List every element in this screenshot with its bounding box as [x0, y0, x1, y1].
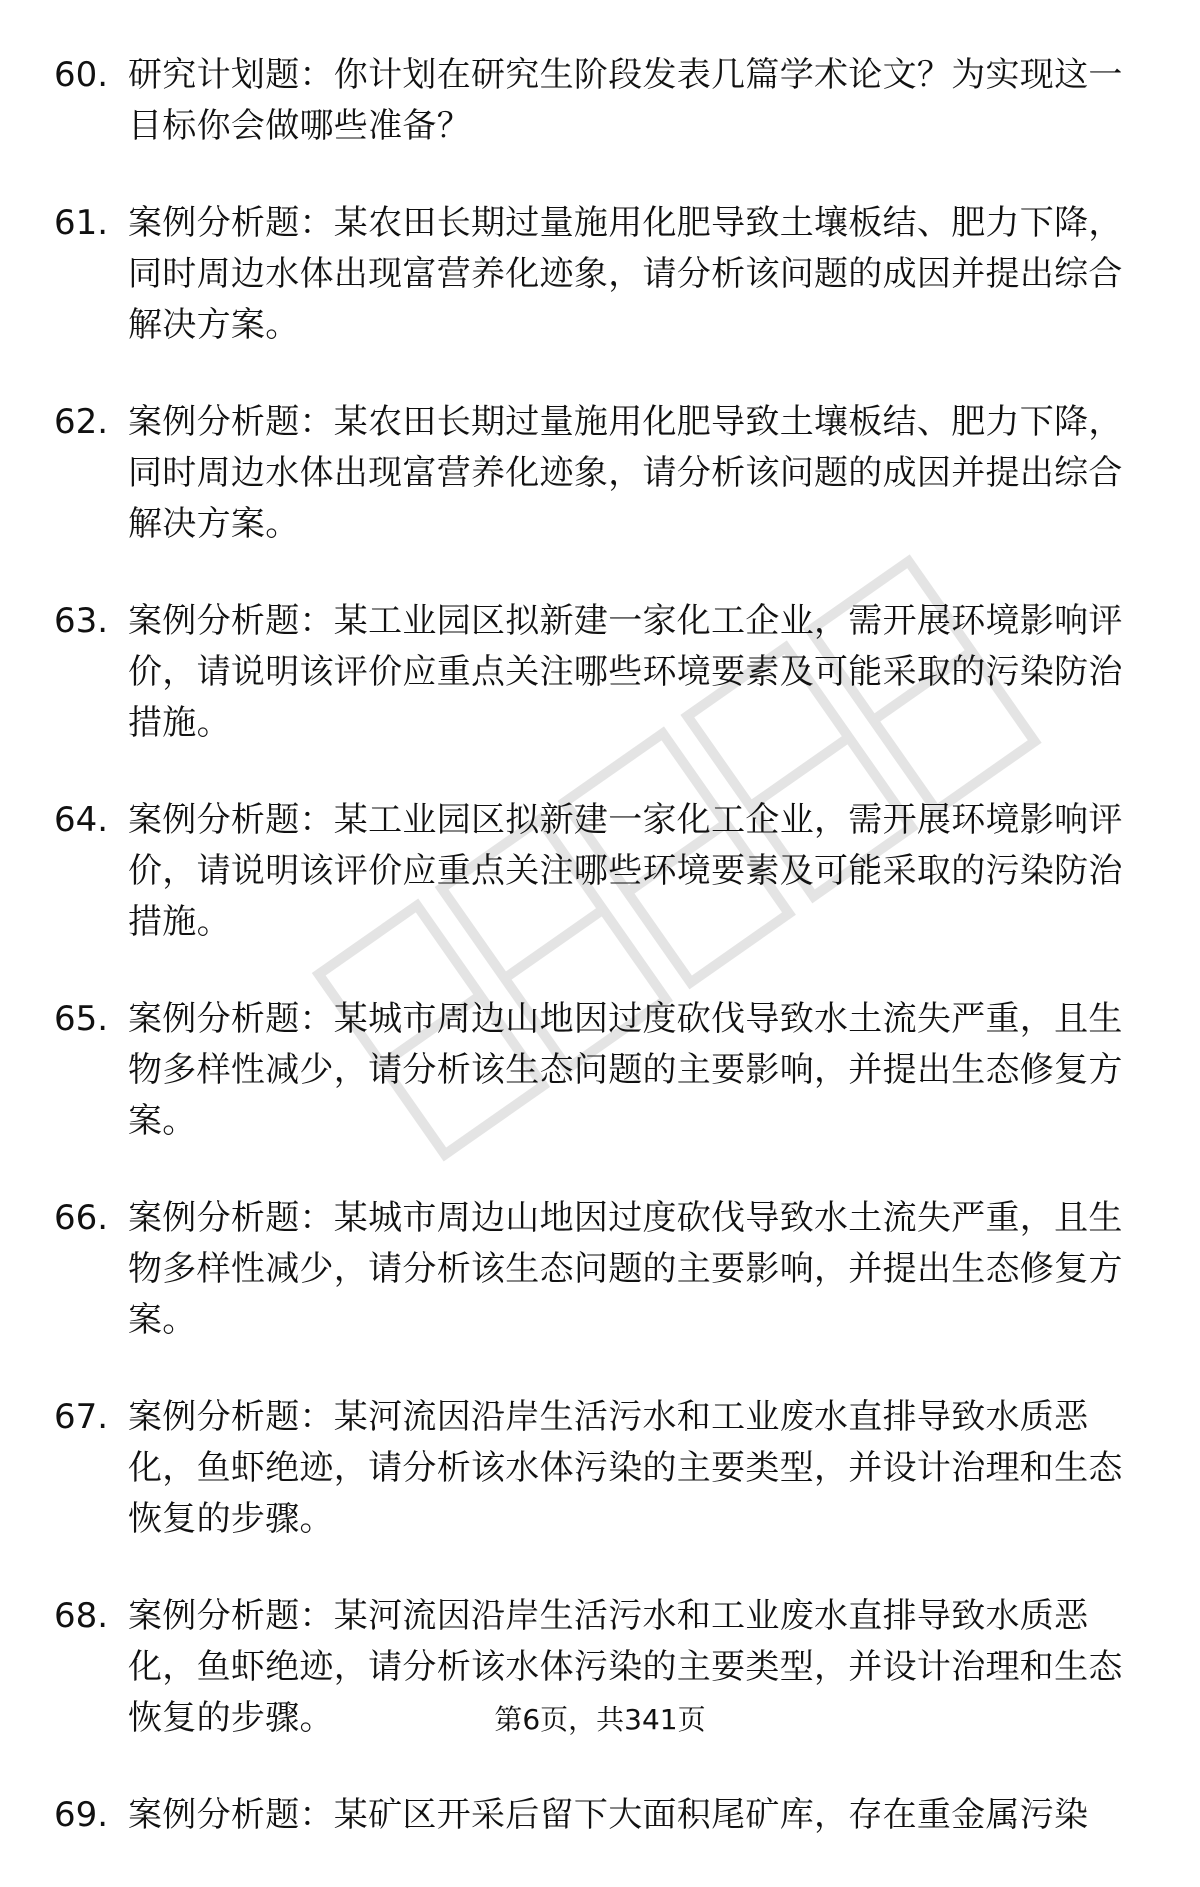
question-number: 61.	[54, 203, 109, 243]
question-text: 案例分析题：某矿区开采后留下大面积尾矿库，存在重金属污染	[128, 1795, 1089, 1835]
question-text: 案例分析题：某城市周边山地因过度砍伐导致水土流失严重，且生物多样性减少，请分析该生态问题的主要影响，并提出生态修复方案。	[128, 999, 1123, 1141]
list-item	[0, 50, 1200, 152]
list-item	[0, 1790, 1200, 1841]
question-text: 案例分析题：某工业园区拟新建一家化工企业，需开展环境影响评价，请说明该评价应重点关注哪些环境要素及可能采取的污染防治措施。	[128, 800, 1123, 942]
question-text: 案例分析题：某农田长期过量施用化肥导致土壤板结、肥力下降，同时周边水体出现富营养化迹象，请分析该问题的成因并提出综合解决方案。	[128, 402, 1123, 544]
question-text: 案例分析题：某农田长期过量施用化肥导致土壤板结、肥力下降，同时周边水体出现富营养化迹象，请分析该问题的成因并提出综合解决方案。	[128, 203, 1123, 345]
question-number: 68.	[54, 1596, 109, 1636]
list-item	[0, 1193, 1200, 1346]
list-item	[0, 198, 1200, 351]
question-number: 62.	[54, 402, 109, 442]
question-text: 案例分析题：某工业园区拟新建一家化工企业，需开展环境影响评价，请说明该评价应重点关注哪些环境要素及可能采取的污染防治措施。	[128, 601, 1123, 743]
question-number: 60.	[54, 55, 109, 95]
list-item	[0, 596, 1200, 749]
list-item	[0, 795, 1200, 948]
question-text: 案例分析题：某河流因沿岸生活污水和工业废水直排导致水质恶化，鱼虾绝迹，请分析该水体污染的主要类型，并设计治理和生态恢复的步骤。	[128, 1596, 1123, 1738]
question-number: 69.	[54, 1795, 109, 1835]
question-number: 66.	[54, 1198, 109, 1238]
question-number: 65.	[54, 999, 109, 1039]
list-item	[0, 397, 1200, 550]
question-text: 研究计划题：你计划在研究生阶段发表几篇学术论文？为实现这一目标你会做哪些准备？	[128, 55, 1123, 146]
question-number: 67.	[54, 1397, 109, 1437]
question-list	[0, 50, 1200, 1887]
page-number-footer: 第6页，共341页	[494, 1703, 706, 1736]
question-number: 64.	[54, 800, 109, 840]
question-number: 63.	[54, 601, 109, 641]
list-item	[0, 1392, 1200, 1545]
question-text: 案例分析题：某城市周边山地因过度砍伐导致水土流失严重，且生物多样性减少，请分析该生态问题的主要影响，并提出生态修复方案。	[128, 1198, 1123, 1340]
question-text: 案例分析题：某河流因沿岸生活污水和工业废水直排导致水质恶化，鱼虾绝迹，请分析该水体污染的主要类型，并设计治理和生态恢复的步骤。	[128, 1397, 1123, 1539]
list-item	[0, 994, 1200, 1147]
